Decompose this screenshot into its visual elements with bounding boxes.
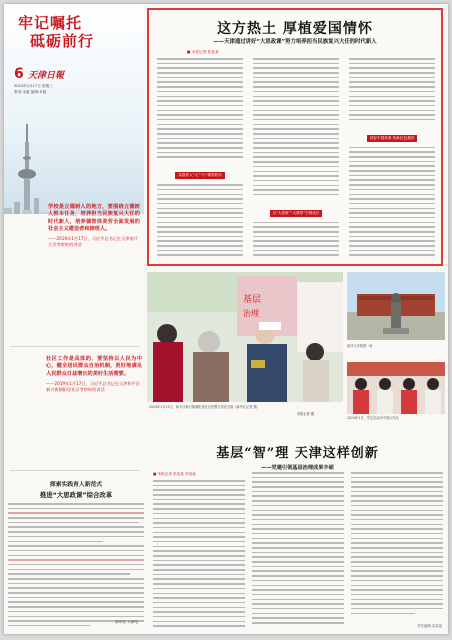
left-story-headline: 推进“大思政课”综合改革 xyxy=(39,491,113,499)
masthead-title-line2: 砥砺前行 xyxy=(30,32,95,50)
masthead-title xyxy=(18,14,94,50)
quote-2-text: 社区工作是具体的、要坚持以人民为中心，健全居民群众自治机制，更好地满足人民群众日益增长的美好生活需要。 xyxy=(46,356,142,377)
main-area xyxy=(147,4,448,634)
lower-story-byline: ■ 本报记者 张某某 李某某 xyxy=(153,472,196,476)
photo-caption-right-bottom: 2024年1月，学生在活动中展示作品 xyxy=(347,416,399,420)
divider xyxy=(10,346,140,347)
svg-text:治理: 治理 xyxy=(243,309,259,318)
lower-story xyxy=(147,424,448,634)
photo-section xyxy=(147,270,448,420)
body-column xyxy=(349,58,435,258)
left-story-body xyxy=(8,503,144,626)
quote-block-1 xyxy=(48,204,140,329)
lower-story-body xyxy=(153,472,443,627)
masthead xyxy=(4,4,144,214)
left-story-signoff: 新华社 天津电 xyxy=(115,620,138,624)
quote-block-2 xyxy=(46,356,142,456)
paper-name-logo: 天津日報 xyxy=(28,71,65,81)
section-badge: 实践育人“大”“小”课堂联动 xyxy=(175,172,224,179)
body-column xyxy=(253,58,339,258)
photo-credit-main: 本报记者 摄 xyxy=(297,412,314,416)
newspaper-page xyxy=(4,4,448,634)
top-story-subhead: ——天津通过讲好“大思政课”努力培养担当民族复兴大任的时代新人 xyxy=(213,39,377,45)
section-badge: 讲好中国故事 传承红色基因 xyxy=(367,135,417,142)
photo-caption-right-top: 南开大学校园一角 xyxy=(347,344,373,348)
svg-text:基层: 基层 xyxy=(243,295,262,305)
body-column xyxy=(157,58,243,258)
divider xyxy=(10,470,140,471)
issue-line-1: 2024年1月17日 星期三 xyxy=(14,84,53,88)
issue-line-2: 策划:本版 编辑:本版 xyxy=(14,90,47,94)
section-badge: 以“大思政”“大课堂”引领成长 xyxy=(270,210,323,217)
left-story xyxy=(8,479,144,629)
top-story-headline: 这方热土 厚植爱国情怀 xyxy=(217,21,373,37)
top-story-byline: ■ 本报记者 张某某 xyxy=(187,50,219,54)
quote-2-source: ——2019年1月17日，习近平总书记在天津和平区新兴街朝阳里社区考察时的讲话 xyxy=(46,380,141,392)
body-column xyxy=(252,472,344,627)
masthead-title-line1: 牢记嘱托 xyxy=(18,14,83,32)
quote-1-source: ——2019年1月17日，习近平总书记在天津南开大学考察时的讲话 xyxy=(48,236,138,248)
lower-story-headline: 基层“智”理 天津这样创新 xyxy=(216,446,379,461)
body-column xyxy=(153,472,245,627)
photo-police-residents[interactable] xyxy=(147,272,343,402)
lower-story-subhead: ——党建引领基层治理成果丰硕 xyxy=(261,465,334,471)
editor-credit: 责任编辑 某某某 xyxy=(417,624,442,628)
quote-1-text: 学校是立德树人的地方，要围绕立德树人根本任务，培养担当民族复兴大任的时代新人，培养德智体美劳全面发展的社会主义建设者和接班人。 xyxy=(48,204,140,232)
photo-students-activity[interactable] xyxy=(347,362,445,414)
photo-campus-statue[interactable] xyxy=(347,272,445,340)
top-story-frame[interactable] xyxy=(147,8,443,266)
left-story-kicker: 探索实践育人新范式 xyxy=(49,482,103,488)
photo-caption-main: 2024年1月12日，和平区新兴街朝阳里社区民警与居民交流（新华社记者 摄） xyxy=(149,405,260,409)
top-story-body xyxy=(157,58,437,258)
page-number: 6 xyxy=(14,66,24,82)
body-column xyxy=(351,472,443,627)
left-column xyxy=(4,4,144,634)
